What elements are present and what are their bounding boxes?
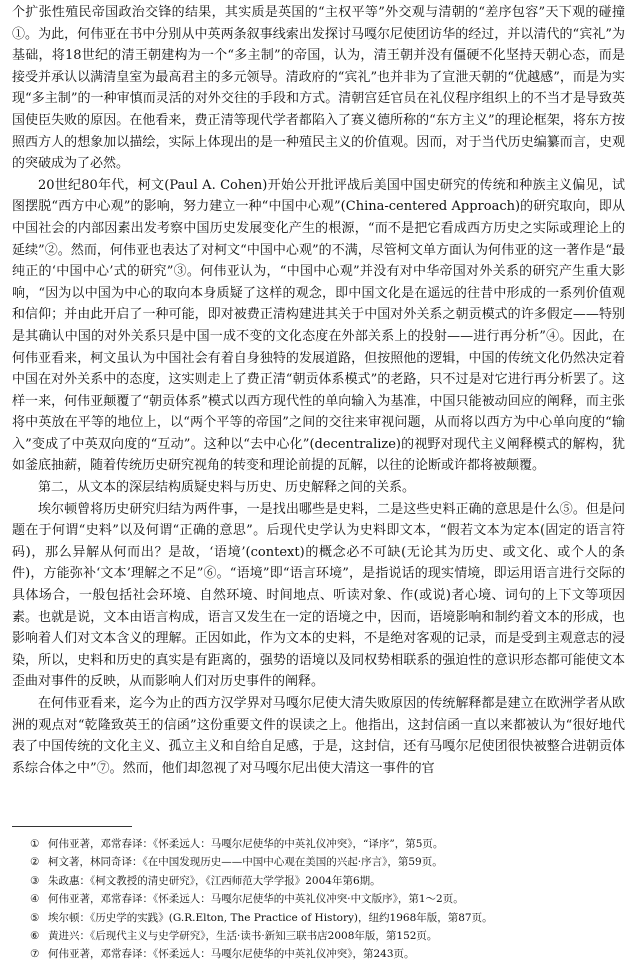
body-text bbox=[12, 2, 625, 779]
footnote-text: 埃尔顿：《历史学的实践》(G.R.Elton, The Practice of History)，纽约1968年版，第87页。 bbox=[48, 911, 493, 924]
paragraph-3-heading: 第二，从文本的深层结构质疑史料与历史、历史解释之间的关系。 bbox=[38, 480, 416, 496]
paragraph-5: 在何伟亚看来，迄今为止的西方汉学界对马嘎尔尼使大清失败原因的传统解释都是建立在欧洲学者从欧洲的观点对“乾隆致英王的信函”这份重要文件的误读之上。他指出，这封信函一直以来都被认为“很好地代表了中国传统的文化主义、孤立主义和自给自足感，于是，这封信，还有马嘎尔尼使团很快被整合进朝贡体系综合体之中”⑦。然而，他们却忽视了对马嘎尔尼出使大清这一事件的官 bbox=[12, 696, 625, 776]
paragraph-2: 20世纪80年代，柯文(Paul A. Cohen)开始公开批评战后美国中国史研究的传统和种族主义偏见，试图摆脱“西方中心观”的影响，努力建立一种“中国中心观”(China-centered Approach)的研究取向，即从中国社会的内部因素出发考察中国历史发展变化产生的根源，“而不是把它看成西方历史之实际或理论上的延续”②。然而，何伟亚也表达了对柯文“中国中心观”的不满，尽管柯文单方面认为何伟亚的这一著作是“最纯正的‘中国中心’式的研究”③。何伟亚认为，“中国中心观”并没有对中华帝国对外关系的研究产生重大影响，“因为以中国为中心的取向本身质疑了这样的观念，即中国文化是在遥远的往昔中形成的一系列价值观和信仰；并由此开启了一种可能，即对被费正清构建进其关于中国对外关系之朝贡模式的许多假定——特别是其确认中国的对外关系只是中国一成不变的文化态度在外部关系上的投射——进行再分析”④。因此，在何伟亚看来，柯文虽认为中国社会有着自身独特的发展道路，但按照他的逻辑，中国的传统文化仍然决定着中国在对外关系中的态度，这实则走上了费正清“朝贡体系模式”的老路，只不过是对它进行再分析罢了。这样一来，何伟亚颠覆了“朝贡体系”模式以西方现代性的单向输入为基准，中国只能被动回应的阐释，而主张将中英放在平等的地位上，以“两个平等的帝国”之间的交往来审视问题，从而将以西方为中心单向度的“输入”变成了中英双向度的“互动”。这种以“去中心化”(decentralize)的视野对现代主义阐释模式的解构，犹如釜底抽薪，随着传统历史研究视角的转变和理论前提的瓦解，以往的论断或许都将被颠覆。 bbox=[12, 177, 625, 474]
footnote-marker: ④ bbox=[30, 893, 40, 906]
footnote-marker: ① bbox=[30, 838, 40, 850]
footnote-6 bbox=[12, 927, 625, 945]
footnote-marker: ⑥ bbox=[30, 930, 40, 943]
footnote-5 bbox=[12, 909, 625, 927]
footnote-1 bbox=[12, 835, 625, 853]
footnote-divider bbox=[12, 826, 132, 827]
footnote-3 bbox=[12, 872, 625, 890]
paragraph-4: 埃尔顿曾将历史研究归结为两件事，一是找出哪些是史料，二是这些史料正确的意思是什么⑤。但是问题在于何谓“史料”以及何谓“正确的意思”。后现代史学认为史料即文本，“假若文本为定本(固定的语言符码)，那么异解从何而出？是故，‘语境’(context)的概念必不可缺(无论其为历史、或文化、或个人的条件)，方能弥补‘文本’理解之不足”⑥。“语境”即“语言环境”，是指说话的现实情境，即运用语言进行交际的具体场合，一般包括社会环境、自然环境、时间地点、听读对象、作(或说)者心境、词句的上下文等项因素。也就是说，文本由语言构成，语言又发生在一定的语境之中，因而，语境影响和制约着文本的形成，也影响着人们对文本含义的理解。正因如此，作为文本的史料，不是绝对客观的记录，而是受到主观意志的浸染，所以，史料和历史的真实是有距离的，强势的语境以及同权势相联系的强迫性的意识形态都可能使文本歪曲对事件的反映，从而影响人们对历史事件的阐释。 bbox=[12, 501, 625, 690]
footnote-7 bbox=[12, 945, 625, 963]
footnote-2 bbox=[12, 853, 625, 871]
footnote-text: 黄进兴：《后现代主义与史学研究》，生活·读书·新知三联书店2008年版，第152页。 bbox=[48, 930, 438, 943]
footnote-text: 何伟亚著，邓常春译：《怀柔远人：马嘎尔尼使华的中英礼仪冲突》，“译序”，第5页。 bbox=[48, 838, 444, 850]
footnote-text: 何伟亚著，邓常春译：《怀柔远人：马嘎尔尼使华的中英礼仪冲突》，第243页。 bbox=[48, 948, 415, 961]
footnote-text: 柯文著，林同奇译：《在中国发现历史——中国中心观在美国的兴起·序言》，第59页。 bbox=[48, 856, 443, 869]
footnote-marker: ③ bbox=[30, 874, 40, 887]
footnote-text: 朱政惠：《柯文教授的清史研究》，《江西师范大学学报》2004年第6期。 bbox=[48, 874, 381, 887]
paragraph-1: 个扩张性殖民帝国政治交锋的结果，其实质是英国的“主权平等”外交观与清朝的“差序包容”天下观的碰撞①。为此，何伟亚在书中分别从中英两条叙事线索出发探讨马嘎尔尼使团访华的经过，并以清代的“宾礼”为基础，将18世纪的清王朝建构为一个“多主制”的帝国，认为，清王朝并没有僵硬不化坚持天朝心态，而是接受并承认以满清皇室为最高君主的多元领导。清政府的“宾礼”也并非为了宣泄天朝的“优越感”，而是为实现“多主制”的一种审慎而灵活的对外交往的手段和方式。清朝宫廷官员在礼仪程序组织上的不当才是导致英国使臣失败的原因。在他看来，费正清等现代学者都陷入了赛义德所称的“东方主义”的理论框架，将东方按照西方人的想象加以描绘，实际上体现出的是一种殖民主义的价值观。因而，对于当代历史编纂而言，史观的突破成为了必然。 bbox=[12, 5, 625, 172]
footnote-4 bbox=[12, 890, 625, 908]
footnote-marker: ② bbox=[30, 856, 40, 869]
footnote-marker: ⑦ bbox=[30, 948, 40, 961]
footnote-marker: ⑤ bbox=[30, 911, 40, 924]
footnotes bbox=[12, 826, 625, 964]
footnote-text: 何伟亚著，邓常春译：《怀柔远人：马嘎尔尼使华的中英礼仪冲突·中文版序》，第1～2页。 bbox=[48, 893, 464, 906]
